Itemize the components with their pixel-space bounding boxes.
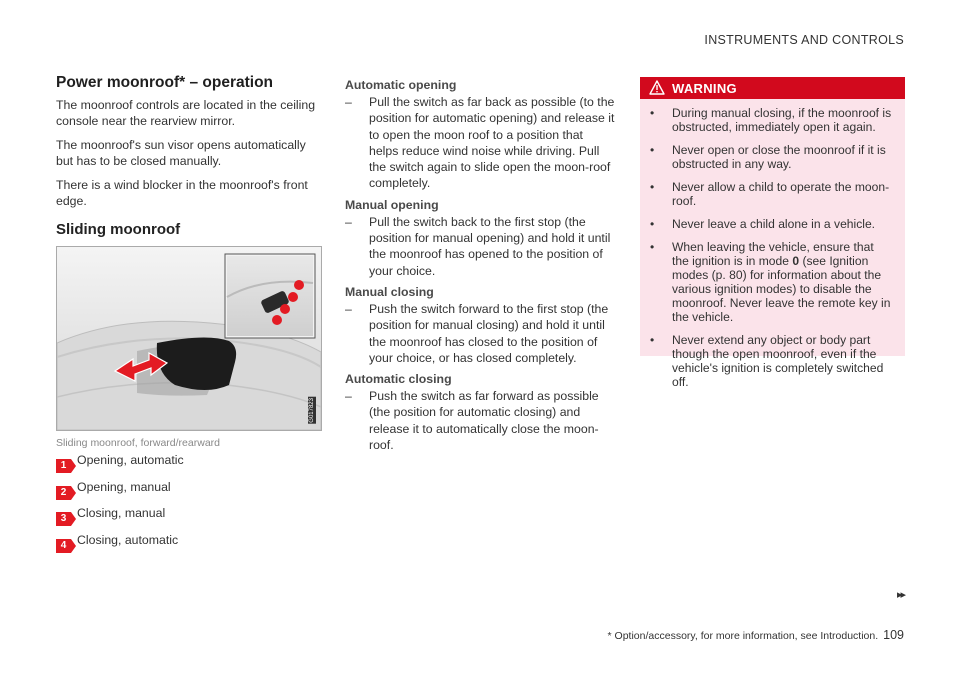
section-header-title: INSTRUMENTS AND CONTROLS xyxy=(704,33,904,47)
warning-text: During manual closing, if the moonroof is obstructed, immediately open it again. xyxy=(672,106,892,134)
warning-item xyxy=(650,106,893,134)
warning-item xyxy=(650,240,893,324)
warning-text: Never open or close the moonroof if it is obstructed in any way. xyxy=(672,143,886,171)
warning-text-part: (see Ignition modes (p. 80) for information about the various ignition modes) to disable the moonroof. Never leave the remote key in the vehicle. xyxy=(672,254,891,324)
section-manual-closing xyxy=(345,285,615,366)
section-automatic-opening xyxy=(345,78,615,192)
instruction-text: Pull the switch back to the first stop (the position for manual opening) and hold it until the moonroof has opened to the position of your choice. xyxy=(369,214,611,278)
legend-label: Opening, automatic xyxy=(77,453,184,467)
instruction-step xyxy=(345,214,615,279)
warning-item xyxy=(650,143,893,171)
legend-label: Closing, automatic xyxy=(77,532,179,547)
intro-paragraph-1: The moonroof controls are located in the ceiling console near the rearview mirror. xyxy=(56,98,316,128)
section-heading: Automatic closing xyxy=(345,372,452,387)
moonroof-illustration xyxy=(56,246,322,431)
footer-note: * Option/accessory, for more information, see Introduction. xyxy=(607,630,879,642)
figure-code: G017823 xyxy=(309,398,315,423)
legend-number-badge: 2 xyxy=(56,486,71,500)
warning-triangle-icon xyxy=(649,80,665,98)
instruction-text: Push the switch forward to the first stop (the position for manual closing) and hold it until the moonroof has closed to the position of your choice, or has closed completely. xyxy=(369,301,609,365)
legend-number-badge: 1 xyxy=(56,459,71,473)
figure-caption: Sliding moonroof, forward/rearward xyxy=(56,437,220,449)
legend-item xyxy=(56,532,322,565)
instruction-text: Push the switch as far forward as possible (the position for automatic closing) and release it to automatically close the moon-roof. xyxy=(369,389,599,453)
instruction-step xyxy=(345,94,615,192)
intro-paragraph-2: The moonroof's sun visor opens automatically but has to be closed manually. xyxy=(56,138,306,168)
page-title: Power moonroof* – operation xyxy=(56,74,274,91)
bullet-marker: • xyxy=(650,240,655,254)
instruction-text: Pull the switch as far back as possible (to the position for automatic opening) and release it to open the moon roof to a position that helps reduce wind noise while driving. Pull the switch again to slide open the moon-roof completely. xyxy=(369,95,615,191)
section-heading: Automatic opening xyxy=(345,78,457,92)
left-column xyxy=(56,74,322,564)
warning-text: Never extend any object or body part though the open moonroof, even if the vehicle's ignition is completely switched off. xyxy=(672,333,884,389)
dash-marker: – xyxy=(345,95,352,109)
section-manual-opening xyxy=(345,198,615,279)
legend-label: Opening, manual xyxy=(77,479,171,494)
bullet-marker: • xyxy=(650,143,655,157)
warning-text-part: When leaving the vehicle, ensure that the ignition is in mode xyxy=(672,240,874,268)
next-page-arrows-icon: ▸▸ xyxy=(896,589,904,601)
instruction-step xyxy=(345,301,615,366)
section-heading: Manual opening xyxy=(345,197,439,212)
warning-item xyxy=(650,333,893,389)
bullet-marker: • xyxy=(650,180,655,194)
warning-text: Never allow a child to operate the moon-roof. xyxy=(672,180,890,208)
warning-item xyxy=(650,180,893,208)
ignition-mode-value: 0 xyxy=(792,254,800,268)
warning-header xyxy=(640,77,905,99)
dash-marker: – xyxy=(345,389,352,404)
middle-column xyxy=(345,78,615,459)
car-roof-drawing xyxy=(57,247,321,430)
dash-marker: – xyxy=(345,214,352,229)
right-column xyxy=(640,77,905,389)
warning-text: Never leave a child alone in a vehicle. xyxy=(672,217,876,231)
warning-list xyxy=(640,99,905,389)
warning-item xyxy=(650,217,893,231)
section-subheading: Sliding moonroof xyxy=(56,221,181,238)
section-heading: Manual closing xyxy=(345,284,434,299)
legend-label: Closing, manual xyxy=(77,506,166,520)
page-footer xyxy=(608,628,904,642)
page-number: 109 xyxy=(883,628,904,642)
warning-title: WARNING xyxy=(672,81,737,96)
intro-paragraph-3: There is a wind blocker in the moonroof's front edge. xyxy=(56,178,308,208)
legend-number-badge: 3 xyxy=(56,512,71,526)
instruction-step xyxy=(345,388,615,453)
warning-box xyxy=(640,77,905,389)
bullet-marker: • xyxy=(650,333,655,347)
bullet-marker: • xyxy=(650,217,655,231)
dash-marker: – xyxy=(345,301,352,316)
section-automatic-closing xyxy=(345,372,615,453)
bullet-marker: • xyxy=(650,106,655,120)
legend-number-badge: 4 xyxy=(56,539,71,553)
